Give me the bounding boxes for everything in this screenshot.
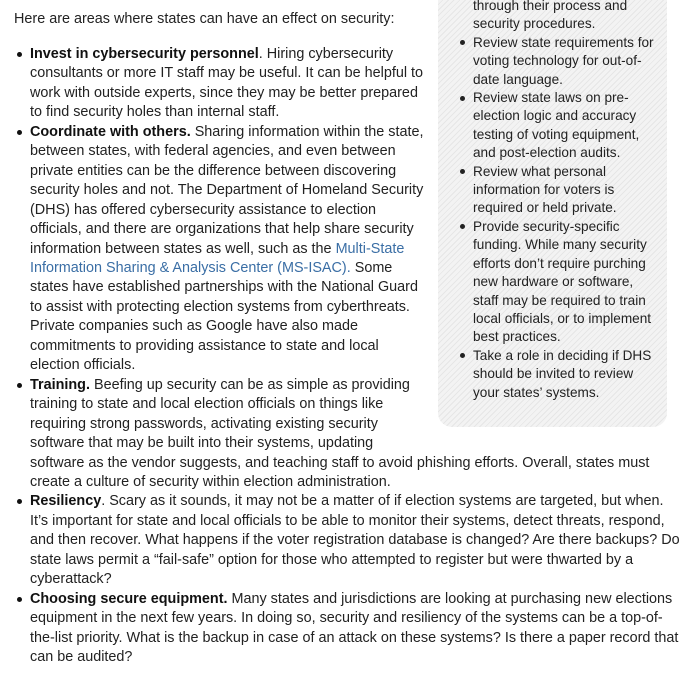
item-line: officials, and there are organizations that help share security: [30, 221, 414, 238]
item-line: software that may be built into their systems, updating: [30, 435, 374, 452]
sidebar-line: Provide security-specific: [473, 218, 620, 234]
bullet-icon: [17, 597, 22, 602]
item-text: Some: [350, 259, 393, 276]
item-title: Choosing secure equipment.: [30, 590, 228, 607]
item-text: . Hiring cybersecurity: [258, 46, 394, 62]
item-first-line: [30, 492, 682, 511]
item-text: information between states as well, such as the: [30, 240, 336, 257]
item-line: software as the vendor suggests, and teaching staff to avoid phishing efforts. Overall, states must: [30, 454, 650, 471]
sidebar-line: through their process and: [473, 0, 628, 13]
sidebar-line: Take a role in deciding if DHS: [473, 347, 652, 363]
list-item-personnel: [0, 45, 682, 123]
item-first-line: [30, 45, 682, 64]
list-item-resiliency: [0, 492, 682, 589]
bullet-icon: [17, 130, 22, 135]
item-title: Resiliency: [30, 493, 102, 510]
item-line: cyberattack?: [30, 571, 112, 588]
bullet-icon: [17, 52, 22, 57]
sidebar-line: new hardware or software,: [473, 274, 634, 290]
item-line: requiring strong passwords, activating existing security: [30, 415, 378, 432]
item-text: Sharing information within the state,: [190, 123, 424, 140]
sidebar-line: Review what personal: [473, 163, 606, 179]
item-text: . Scary as it sounds, it may not be a matter of if election systems are targeted, but when.: [101, 493, 664, 510]
item-line: consultants or more IT staff may be useful. It can be helpful to: [30, 65, 424, 82]
item-line: to assist with protecting election systems from cyberthreats.: [30, 298, 410, 315]
list-item-training: [0, 376, 682, 493]
item-line: commitments to providing assistance to state and local: [30, 337, 379, 354]
item-line: [30, 240, 682, 259]
sidebar-line: local officials, or to implement: [473, 310, 652, 326]
item-line: states have established partnerships with the National Guard: [30, 279, 418, 296]
ms-isac-link[interactable]: Multi-State: [335, 240, 405, 257]
sidebar-line: best practices.: [473, 329, 561, 345]
sidebar-line: election logic and accuracy: [473, 108, 637, 124]
item-text: Beefing up security can be as simple as providing: [89, 376, 410, 393]
item-title: Invest in cybersecurity personnel: [30, 46, 259, 62]
item-title: Coordinate with others.: [30, 123, 191, 140]
item-line: and then recover. What happens if the voter registration database is changed? Are there backups? Do: [30, 532, 680, 549]
sidebar-line: Review state laws on pre-: [473, 90, 629, 106]
security-areas-list: [0, 45, 682, 668]
item-text: Many states and jurisdictions are looking at purchasing new elections: [227, 590, 673, 607]
intro-text: Here are areas where states can have an effect on security:: [14, 11, 395, 27]
sidebar-line: should be invited to review: [473, 366, 634, 382]
item-line: (DHS) has offered cybersecurity assistance to election: [30, 201, 377, 218]
bullet-icon: [17, 499, 22, 504]
item-line: work with outside experts, since they may be better prepared: [30, 84, 418, 101]
item-line: training to state and local election officials on things like: [30, 396, 384, 413]
sidebar-line: and post-election audits.: [473, 145, 621, 161]
item-line: security holes and not. The Department of Homeland Security: [30, 182, 424, 199]
sidebar-line: efforts don’t require purching: [473, 255, 646, 271]
item-line: can be audited?: [30, 649, 133, 666]
item-line: state laws permit a “fail-safe” option for those who attempted to register but were thwarted by a: [30, 551, 634, 568]
sidebar-line: security procedures.: [473, 16, 596, 32]
item-first-line: [30, 376, 682, 395]
sidebar-line: funding. While many security: [473, 237, 647, 253]
sidebar-line: information for voters is: [473, 182, 615, 198]
sidebar-line: staff may be required to train: [473, 292, 646, 308]
item-line: create a culture of security within election administration.: [30, 473, 391, 490]
sidebar-line: Review state requirements for: [473, 34, 654, 50]
item-line: It’s important for state and local officials to be able to monitor their systems, detect threats, respond,: [30, 512, 665, 529]
ms-isac-link-continued[interactable]: Information Sharing & Analysis Center (MS-ISAC).: [30, 259, 351, 276]
list-item-equipment: [0, 590, 682, 668]
item-line: election officials.: [30, 357, 136, 374]
sidebar-line: your states’ systems.: [473, 384, 600, 400]
item-line: Private companies such as Google have also made: [30, 318, 358, 335]
sidebar-line: date language.: [473, 71, 563, 87]
bullet-icon: [17, 383, 22, 388]
item-line: the-list priority. What is the backup in case of an attack on these systems? Is there a paper record that: [30, 629, 679, 646]
sidebar-item: [438, 0, 667, 34]
item-line: private entities can be the difference between discovering: [30, 162, 397, 179]
item-line: to find security holes than internal staff.: [30, 104, 280, 121]
list-item-coordinate: [0, 123, 682, 376]
item-line: between states, with federal agencies, and even between: [30, 143, 396, 160]
item-first-line: [30, 590, 682, 609]
sidebar-line: required or held private.: [473, 200, 617, 216]
item-first-line: [30, 123, 682, 142]
sidebar-line: testing of voting equipment,: [473, 126, 640, 142]
item-title: Training.: [30, 376, 90, 393]
item-line: [30, 259, 682, 278]
sidebar-line: voting technology for out-of-: [473, 53, 642, 69]
item-line: equipment in the next few years. In doing so, security and resiliency of the systems can be a top-of-: [30, 610, 663, 627]
